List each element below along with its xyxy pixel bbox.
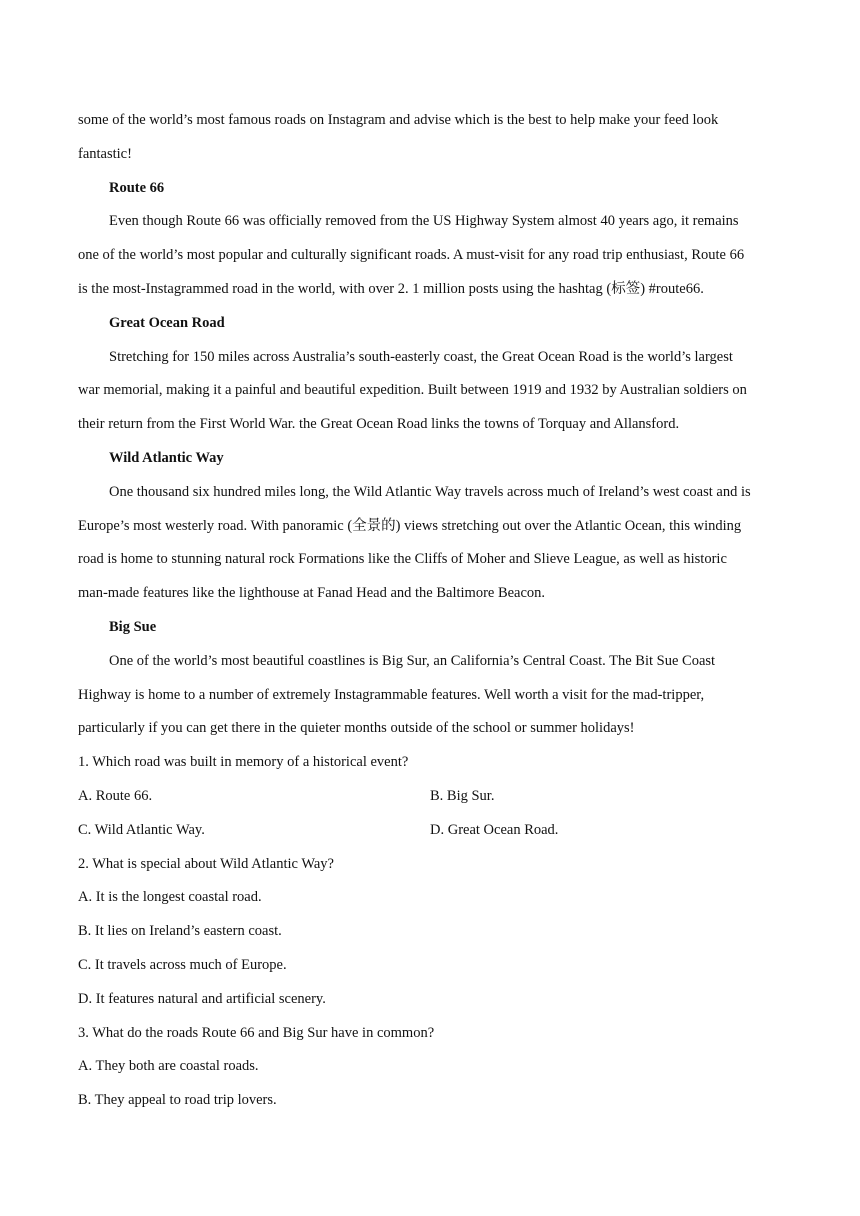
question-1-options-row-1 [78, 780, 784, 814]
question-1: 1. Which road was built in memory of a historical event? [78, 754, 409, 771]
route-66-line-3: is the most-Instagrammed road in the world, with over 2. 1 million posts using the hashtag (标签) #route66. [78, 280, 704, 297]
question-2-option-b: B. It lies on Ireland’s eastern coast. [78, 923, 282, 940]
section-heading-big-sue: Big Sue [109, 618, 157, 635]
big-sue-line-2: Highway is home to a number of extremely Instagrammable features. Well worth a visit for the mad-tripper, [78, 686, 705, 703]
wild-atlantic-way-line-4: man-made features like the lighthouse at Fanad Head and the Baltimore Beacon. [78, 585, 546, 602]
wild-atlantic-way-line-2: Europe’s most westerly road. With panoramic (全景的) views stretching out over the Atlantic Ocean, this winding [78, 517, 742, 534]
question-1-option-d: D. Great Ocean Road. [430, 821, 559, 838]
wild-atlantic-way-line-3: road is home to stunning natural rock Formations like the Cliffs of Moher and Slieve League, as well as historic [78, 551, 727, 568]
question-2-option-d: D. It features natural and artificial scenery. [78, 990, 326, 1007]
document-page [78, 104, 784, 1118]
question-2: 2. What is special about Wild Atlantic Way? [78, 855, 334, 872]
question-1-options-row-2 [78, 814, 784, 848]
intro-line-2: fantastic! [78, 145, 132, 162]
question-2-option-a: A. It is the longest coastal road. [78, 889, 262, 906]
question-1-option-b: B. Big Sur. [430, 787, 495, 804]
section-heading-route-66: Route 66 [109, 179, 165, 196]
section-heading-wild-atlantic-way: Wild Atlantic Way [109, 449, 224, 466]
question-3-option-a: A. They both are coastal roads. [78, 1058, 259, 1075]
question-1-option-c: C. Wild Atlantic Way. [78, 821, 205, 838]
question-3: 3. What do the roads Route 66 and Big Sur have in common? [78, 1024, 435, 1041]
wild-atlantic-way-line-1: One thousand six hundred miles long, the Wild Atlantic Way travels across much of Ireland’s west coast and is [109, 483, 751, 500]
question-2-option-c: C. It travels across much of Europe. [78, 956, 287, 973]
intro-line-1: some of the world’s most famous roads on Instagram and advise which is the best to help make your feed look [78, 112, 719, 128]
route-66-line-1: Even though Route 66 was officially removed from the US Highway System almost 40 years ago, it remains [109, 213, 739, 230]
question-1-option-a: A. Route 66. [78, 787, 153, 804]
great-ocean-road-line-3: their return from the First World War. the Great Ocean Road links the towns of Torquay and Allansford. [78, 416, 680, 433]
section-heading-great-ocean-road: Great Ocean Road [109, 314, 225, 331]
question-3-option-b: B. They appeal to road trip lovers. [78, 1092, 277, 1109]
great-ocean-road-line-2: war memorial, making it a painful and beautiful expedition. Built between 1919 and 1932 by Australian soldiers on [78, 382, 747, 399]
route-66-line-2: one of the world’s most popular and culturally significant roads. A must-visit for any road trip enthusiast, Route 66 [78, 247, 745, 264]
great-ocean-road-line-1: Stretching for 150 miles across Australia’s south-easterly coast, the Great Ocean Road is the world’s largest [109, 348, 733, 365]
big-sue-line-3: particularly if you can get there in the quieter months outside of the school or summer holidays! [78, 720, 635, 737]
big-sue-line-1: One of the world’s most beautiful coastlines is Big Sur, an California’s Central Coast. The Bit Sue Coast [109, 652, 716, 669]
